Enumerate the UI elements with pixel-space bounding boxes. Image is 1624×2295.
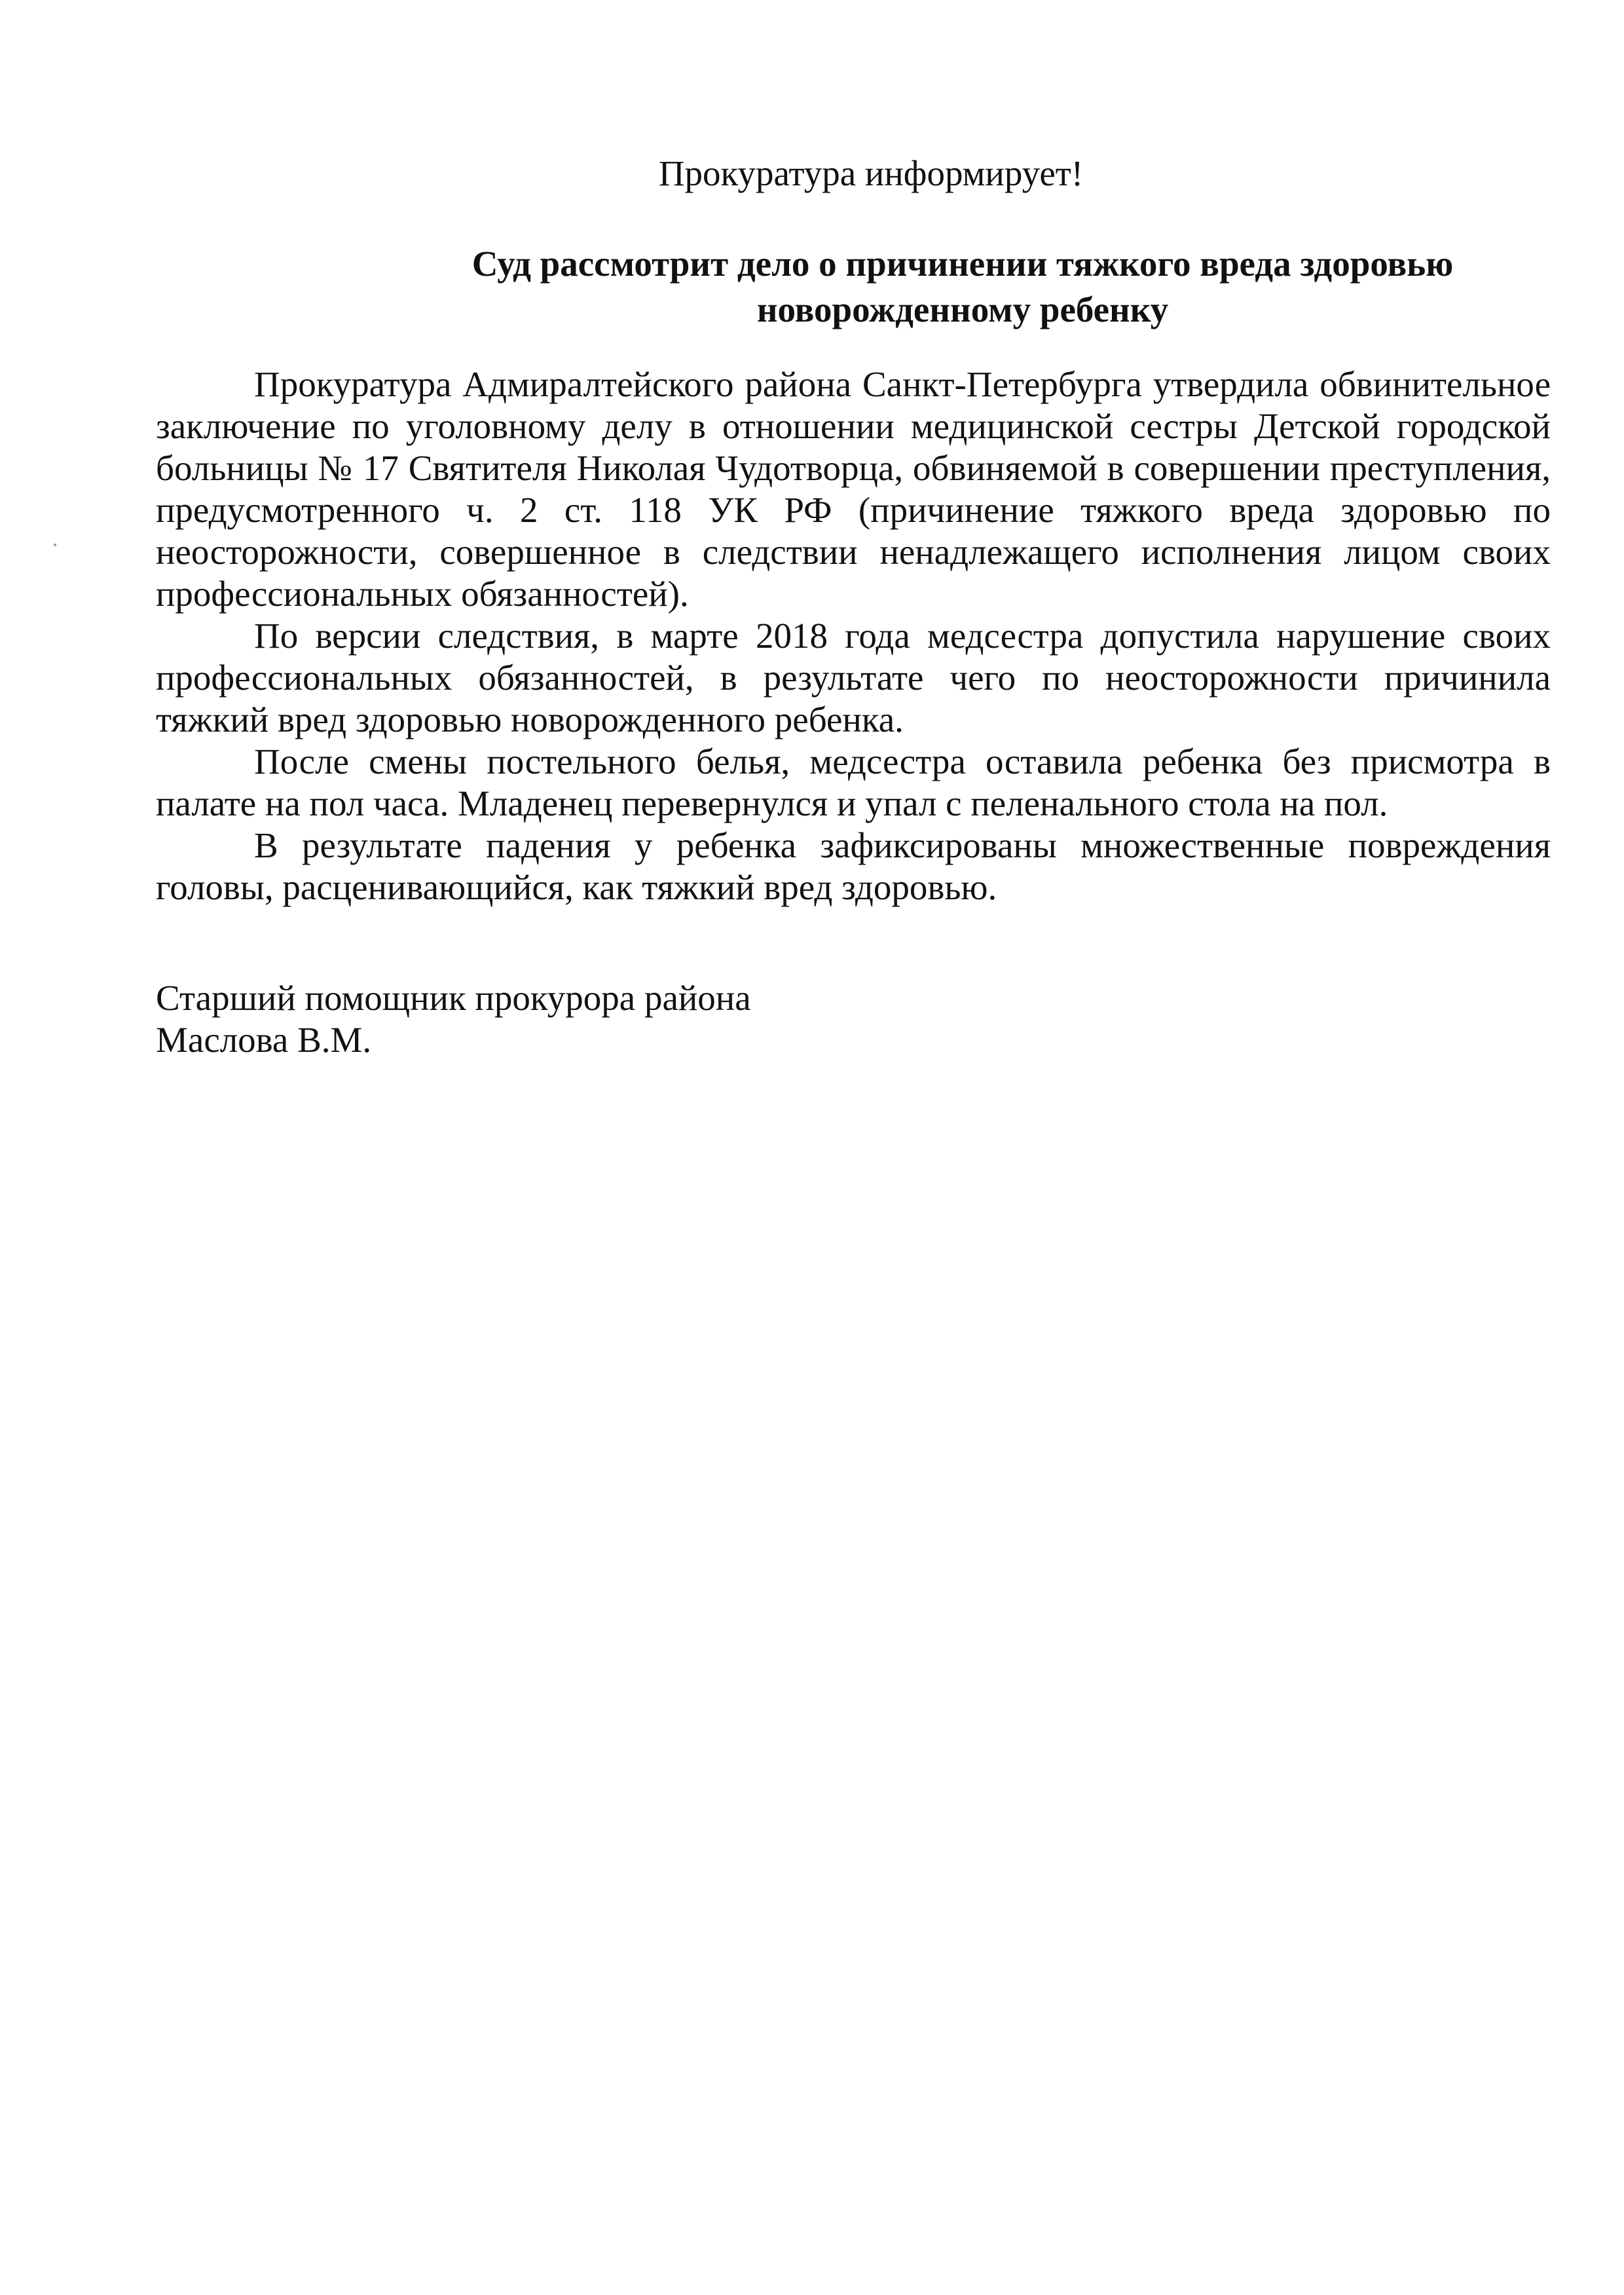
paragraph-2: По версии следствия, в марте 2018 года медсестра допустила нарушение своих профессиональных обязанностей, в результате чего по неосторожности причинила тяжкий вред здоровью новорожденного ребенка. xyxy=(156,616,1551,739)
title-line-1: Суд рассмотрит дело о причинении тяжкого вреда здоровью xyxy=(471,244,1454,284)
scan-speck xyxy=(54,544,56,546)
paragraph-4: В результате падения у ребенка зафиксированы множественные повреждения головы, расценивающийся, как тяжкий вред здоровью. xyxy=(156,825,1551,907)
signature-name: Маслова В.М. xyxy=(156,1020,372,1060)
title-line-2: новорожденному ребенку xyxy=(756,289,1169,329)
document-title xyxy=(341,241,1585,333)
header-line: Прокуратура информирует! xyxy=(658,153,1084,193)
paragraph-1: Прокуратура Адмиралтейского района Санкт-Петербурга утвердила обвинительное заключение по уголовному делу в отношении медицинской сестры Детской городской больницы № 17 Святителя Николая Чудотворца, обвиняемой в совершении преступления, предусмотренного ч. 2 ст. 118 УК РФ (причинение тяжкого вреда здоровью по неосторожности, совершенное в следствии ненадлежащего исполнения лицом своих профессиональных обязанностей). xyxy=(156,364,1551,614)
signature-block xyxy=(156,977,1073,1061)
document-body xyxy=(156,364,1551,908)
signature-position: Старший помощник прокурора района xyxy=(156,978,751,1018)
paragraph-3: После смены постельного белья, медсестра оставила ребенка без присмотра в палате на пол часа. Младенец перевернулся и упал с пеленального стола на пол. xyxy=(156,741,1551,823)
